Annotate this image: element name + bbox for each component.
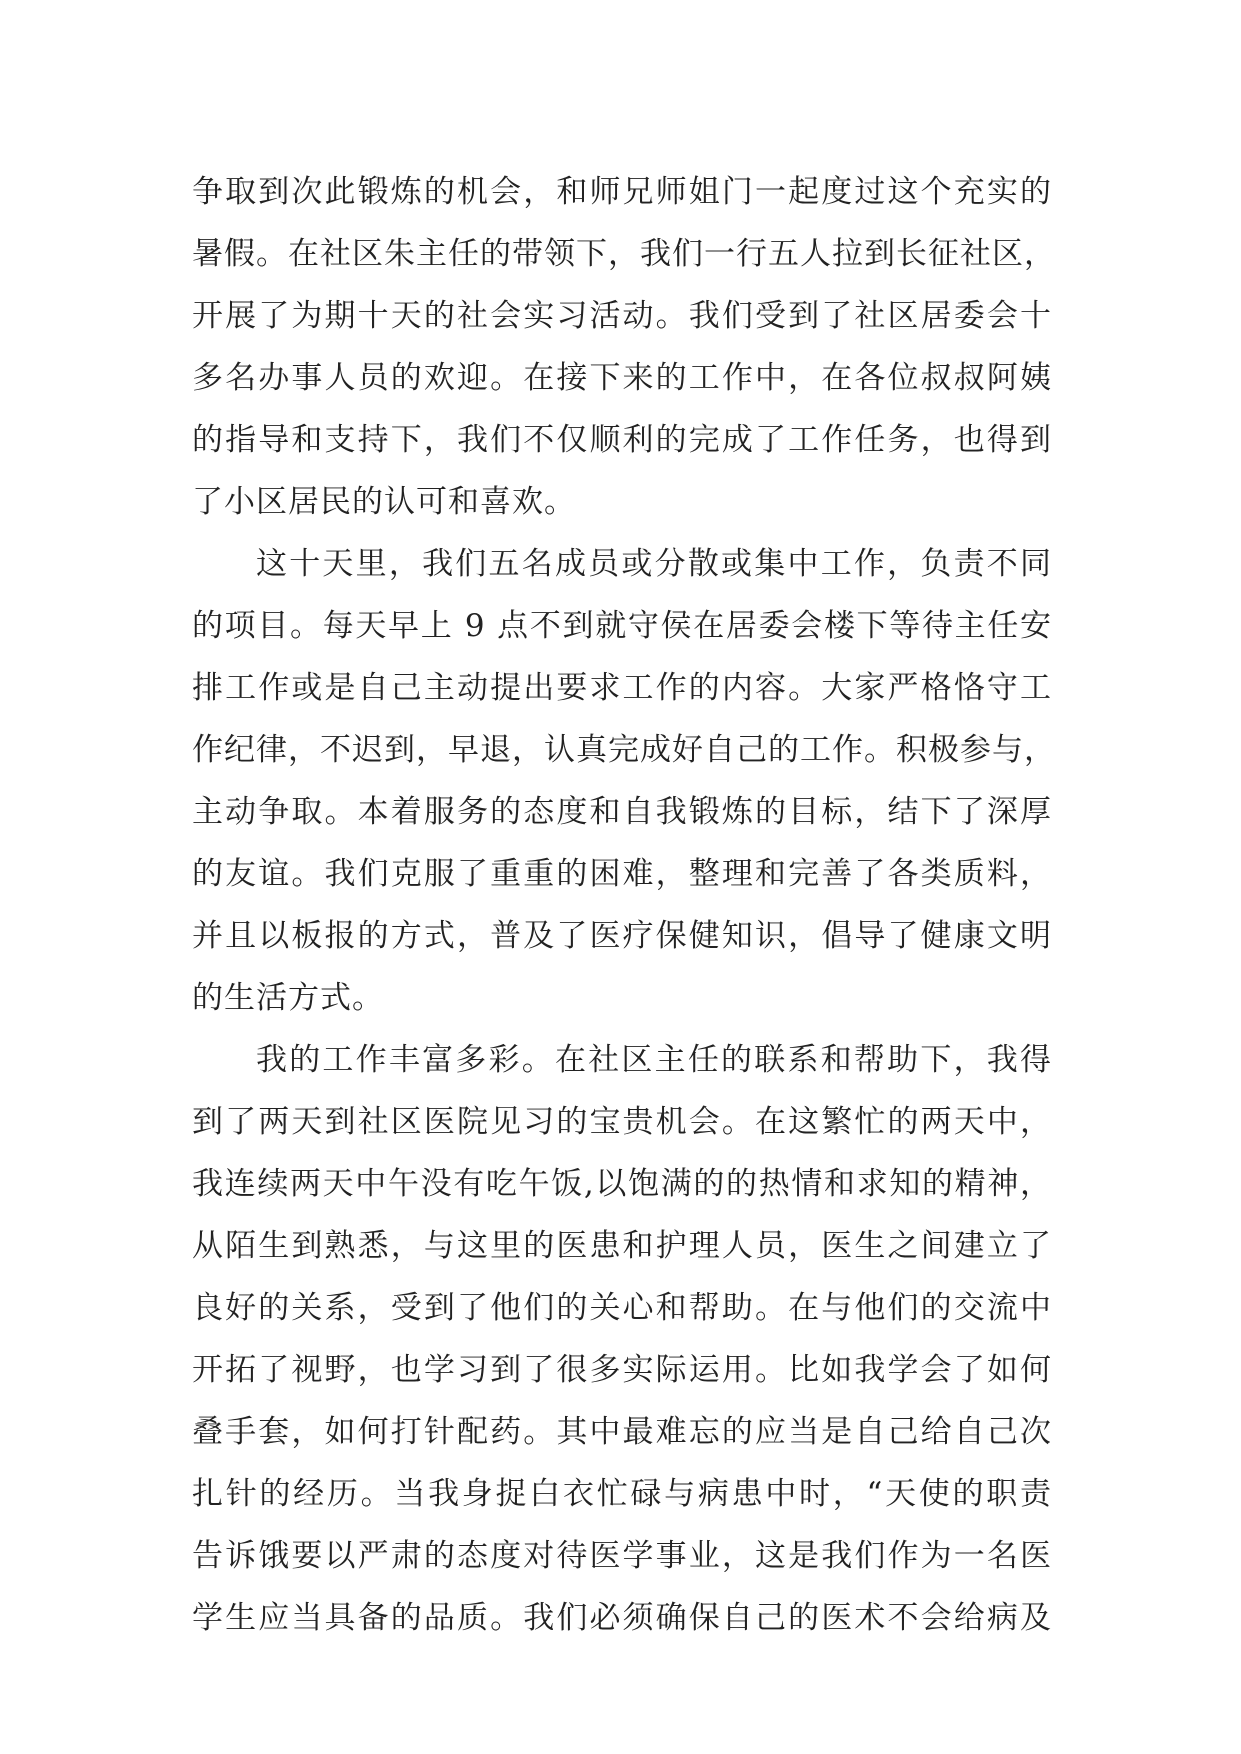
text-line: 叠手套，如何打针配药。其中最难忘的应当是自己给自己次: [192, 1414, 1052, 1450]
text-line: 的生活方式。: [192, 980, 384, 1016]
text-line: 扎针的经历。当我身捉白衣忙碌与病患中时，“天使的职责: [192, 1476, 1052, 1512]
text-line: 开拓了视野，也学习到了很多实际运用。比如我学会了如何: [192, 1352, 1052, 1388]
text-line: 这十天里，我们五名成员或分散或集中工作，负责不同: [256, 546, 1052, 582]
text-line: 排工作或是自己主动提出要求工作的内容。大家严格恪守工: [192, 670, 1052, 706]
text-line: 的友谊。我们克服了重重的困难，整理和完善了各类质料，: [192, 856, 1052, 892]
text-line: 我连续两天中午没有吃午饭,以饱满的的热情和求知的精神，: [192, 1166, 1052, 1202]
text-line: 到了两天到社区医院见习的宝贵机会。在这繁忙的两天中，: [192, 1104, 1052, 1140]
text-line: 了小区居民的认可和喜欢。: [192, 484, 576, 520]
text-line: 开展了为期十天的社会实习活动。我们受到了社区居委会十: [192, 298, 1052, 334]
text-line: 从陌生到熟悉，与这里的医患和护理人员，医生之间建立了: [192, 1228, 1052, 1264]
text-line: 并且以板报的方式，普及了医疗保健知识，倡导了健康文明: [192, 918, 1052, 954]
text-line: 多名办事人员的欢迎。在接下来的工作中，在各位叔叔阿姨: [192, 360, 1052, 396]
text-line: 学生应当具备的品质。我们必须确保自己的医术不会给病及: [192, 1600, 1052, 1636]
text-line: 作纪律，不迟到，早退，认真完成好自己的工作。积极参与，: [192, 732, 1056, 768]
text-line: 暑假。在社区朱主任的带领下，我们一行五人拉到长征社区，: [192, 236, 1056, 272]
text-line: 我的工作丰富多彩。在社区主任的联系和帮助下，我得: [256, 1042, 1052, 1078]
document-body: [192, 161, 1056, 1649]
text-line: 的指导和支持下，我们不仅顺利的完成了工作任务，也得到: [192, 422, 1052, 458]
text-line: 良好的关系，受到了他们的关心和帮助。在与他们的交流中: [192, 1290, 1052, 1326]
text-line: 争取到次此锻炼的机会，和师兄师姐门一起度过这个充实的: [192, 174, 1052, 210]
text-line: 的项目。每天早上 9 点不到就守侯在居委会楼下等待主任安: [192, 608, 1052, 644]
text-line: 告诉饿要以严肃的态度对待医学事业，这是我们作为一名医: [192, 1538, 1052, 1574]
text-line: 主动争取。本着服务的态度和自我锻炼的目标，结下了深厚: [192, 794, 1052, 830]
